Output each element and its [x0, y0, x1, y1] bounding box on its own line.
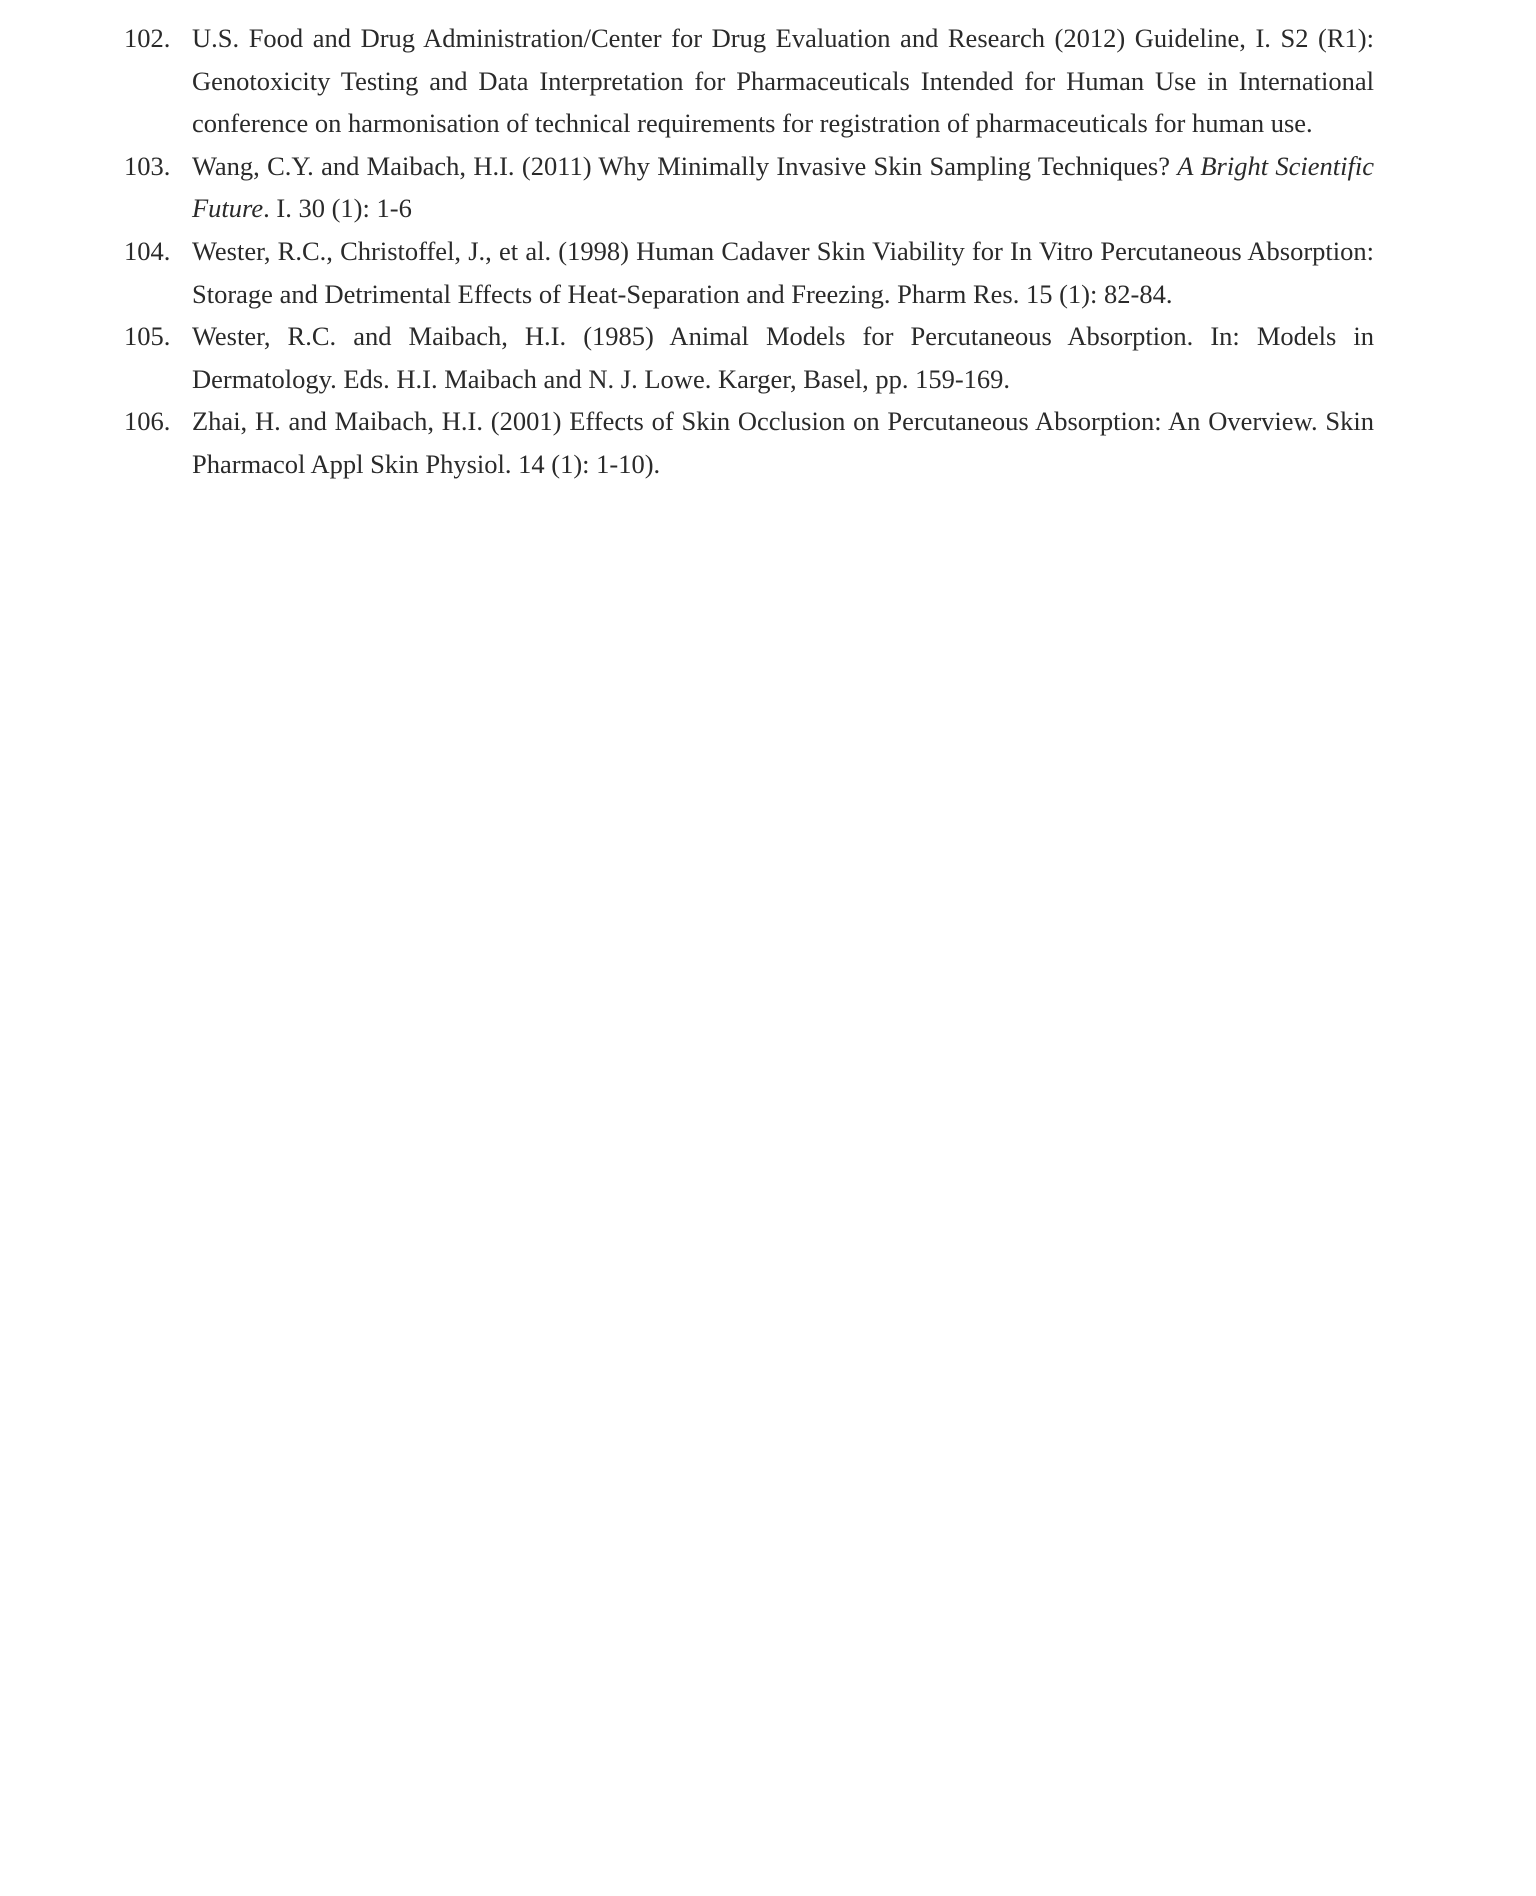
- reference-text-segment: Wang, C.Y. and Maibach, H.I. (2011) Why Minimally Invasive Skin Sampling Techniques?: [192, 150, 1178, 181]
- reference-text: [192, 315, 1374, 400]
- reference-text-segment: . I. 30 (1): 1-6: [263, 193, 412, 224]
- reference-text-segment: Wester, R.C. and Maibach, H.I. (1985) Animal Models for Percutaneous Absorption. In: Models in Dermatology. Eds. H.I. Maibach and N. J. Lowe. Karger, Basel, pp. 159-169.: [192, 321, 1374, 394]
- reference-list: [124, 17, 1374, 486]
- reference-text-segment: Zhai, H. and Maibach, H.I. (2001) Effects of Skin Occlusion on Percutaneous Absorption: An Overview. Skin Pharmacol Appl Skin Physiol. 14 (1): 1-10).: [192, 406, 1374, 479]
- reference-number: 104.: [124, 235, 171, 266]
- reference-item-103: [124, 145, 1374, 230]
- reference-text: [192, 230, 1374, 315]
- reference-text: [192, 17, 1374, 145]
- reference-number: 102.: [124, 23, 171, 53]
- reference-number: 103.: [124, 150, 171, 181]
- reference-text: [192, 400, 1374, 485]
- reference-text: [192, 145, 1374, 230]
- reference-item-105: [124, 315, 1374, 400]
- reference-item-102: [124, 17, 1374, 145]
- reference-journal-title: A Bright Scientific Future: [192, 150, 1374, 224]
- reference-number: 106.: [124, 406, 171, 437]
- reference-item-104: [124, 230, 1374, 315]
- reference-text-segment: Wester, R.C., Christoffel, J., et al. (1998) Human Cadaver Skin Viability for In Vitro Percutaneous Absorption: Storage and Detrimental Effects of Heat-Separation and Freezing. Pharm Res. 15 (1): 82-84.: [192, 235, 1374, 309]
- reference-item-106: [124, 400, 1374, 485]
- reference-number: 105.: [124, 321, 171, 352]
- reference-text-segment: U.S. Food and Drug Administration/Center for Drug Evaluation and Research (2012) Guideline, I. S2 (R1): Genotoxicity Testing and Data Interpretation for Pharmaceuticals Intended for Human Use in International conference on harmonisation of technical requirements for registration of pharmaceuticals for human use.: [192, 23, 1374, 139]
